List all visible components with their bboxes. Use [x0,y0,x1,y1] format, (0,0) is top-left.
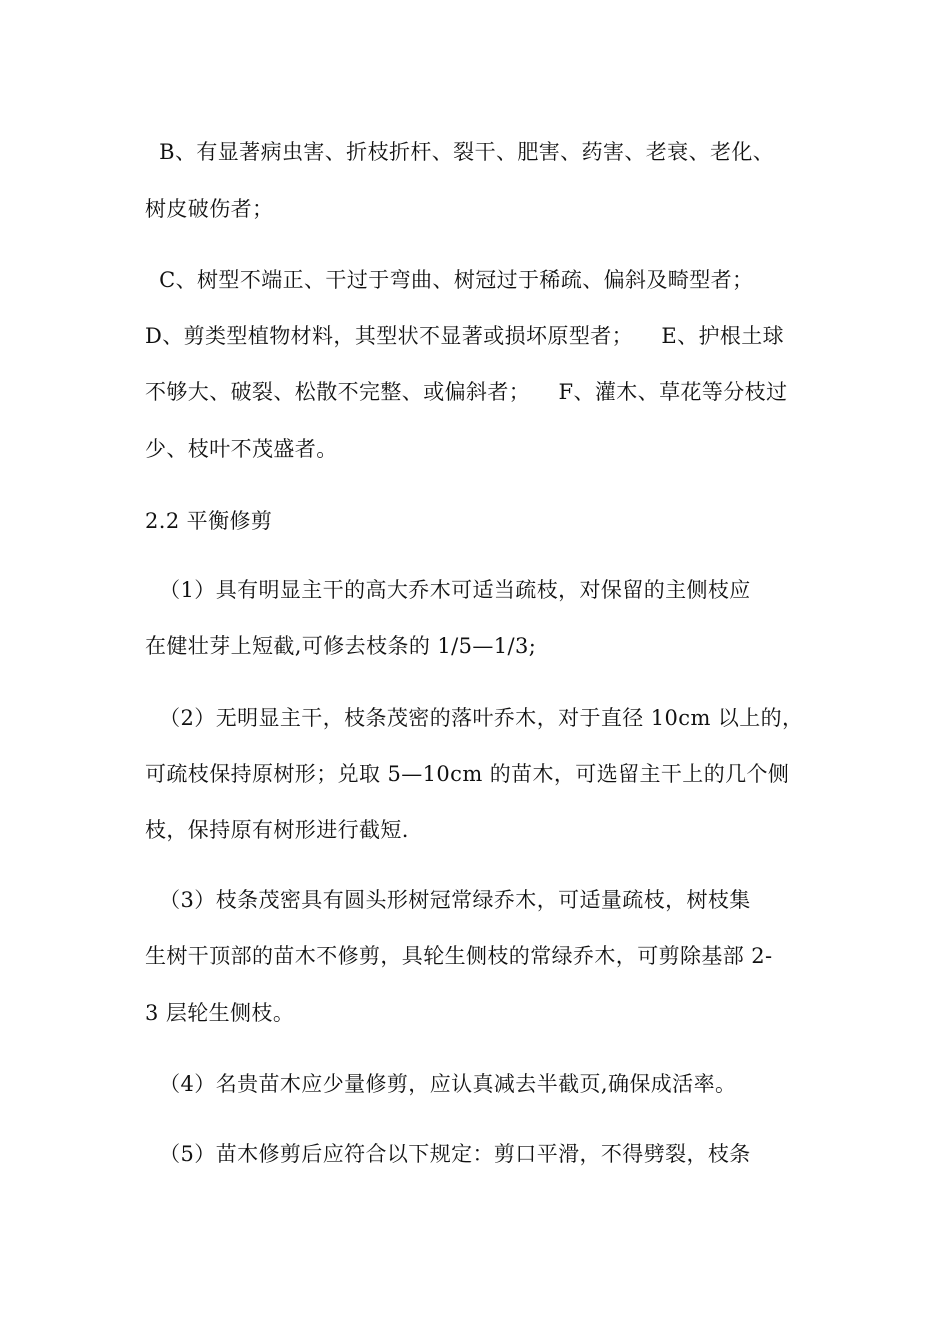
paragraph-f-line: 少、枝叶不茂盛者。 [145,437,338,461]
item-2-line-3: 枝，保持原有树形进行截短. [145,818,409,842]
paragraph-d-e-line-1: D、剪类型植物材料，其型状不显著或损坏原型者； E、护根土球 [145,324,785,348]
item-5-line-1: （5）苗木修剪后应符合以下规定：剪口平滑，不得劈裂，枝条 [145,1142,751,1166]
paragraph-d-e-line-2: 不够大、破裂、松散不完整、或偏斜者； F、灌木、草花等分枝过 [145,380,788,404]
paragraph-b-line-1: B、有显著病虫害、折枝折杆、裂干、肥害、药害、老衰、老化、 [145,140,775,164]
paragraph-b-line-2: 树皮破伤者； [145,197,274,221]
item-4-line-1: （4）名贵苗木应少量修剪，应认真减去半截页,确保成活率。 [145,1072,737,1096]
item-3-line-3: 3 层轮生侧枝。 [145,1001,295,1025]
section-heading: 2.2 平衡修剪 [145,509,273,533]
paragraph-c-line: C、树型不端正、干过于弯曲、树冠过于稀疏、偏斜及畸型者； [145,268,754,292]
item-3-line-2: 生树干顶部的苗木不修剪，具轮生侧枝的常绿乔木，可剪除基部 2- [145,944,773,968]
item-1-line-2: 在健壮芽上短截,可修去枝条的 1/5—1/3; [145,634,537,658]
item-2-line-2: 可疏枝保持原树形；兑取 5—10cm 的苗木，可选留主干上的几个侧 [145,762,790,786]
item-2-line-1: （2）无明显主干，枝条茂密的落叶乔木，对于直径 10cm 以上的， [145,706,804,730]
item-1-line-1: （1）具有明显主干的高大乔木可适当疏枝，对保留的主侧枝应 [145,578,751,602]
item-3-line-1: （3）枝条茂密具有圆头形树冠常绿乔木，可适量疏枝，树枝集 [145,888,751,912]
